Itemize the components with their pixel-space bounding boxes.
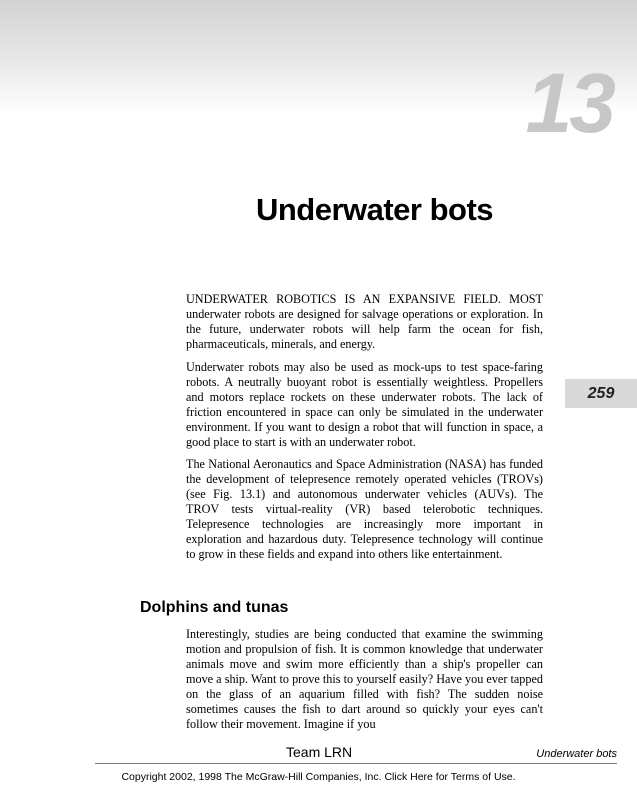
footer-divider (95, 763, 617, 764)
team-credit: Team LRN (286, 744, 353, 760)
chapter-number: 13 (525, 56, 613, 150)
body-paragraph-1: UNDERWATER ROBOTICS IS AN EXPANSIVE FIELD. MOST underwater robots are designed for salvage operations or exploration. In the future, underwater robots will help farm the ocean for fish, pharmaceuticals, minerals, and energy. (186, 292, 543, 351)
chapter-title: Underwater bots (255, 192, 494, 227)
section-paragraph: Interestingly, studies are being conducted that examine the swimming motion and propulsion of fish. It is common knowledge that underwater animals move and swim more efficiently than a ship's propeller can move a ship. Want to prove this to yourself easily? Have you ever tapped on the glass of an aquarium filled with fish? The sudden noise sometimes causes the fish to dart around so quickly your eyes can't follow their movement. Imagine if you (186, 627, 543, 731)
running-footer-title: Underwater bots (536, 748, 617, 760)
section-heading: Dolphins and tunas (140, 599, 289, 616)
copyright-link[interactable]: Copyright 2002, 1998 The McGraw-Hill Companies, Inc. Click Here for Terms of Use. (121, 771, 516, 783)
body-paragraph-3: The National Aeronautics and Space Administration (NASA) has funded the development of telepresence remotely operated vehicles (TROVs) (see Fig. 13.1) and autonomous underwater vehicles (AUVs). The TROV tests virtual-reality (VR) based telerobotic techniques. Telepresence technologies are increasingly more important in exploration and hazardous duty. Telepresence technology will continue to grow in these fields and expand into others like entertainment. (186, 457, 543, 561)
body-paragraph-2: Underwater robots may also be used as mock-ups to test space-faring robots. A neutrally buoyant robot is essentially weightless. Propellers and motors replace rockets on these underwater robots. The lack of friction encountered in space can only be simulated in the underwater environment. If you want to design a robot that will function in space, a good place to start is with an underwater robot. (186, 360, 543, 449)
page-number: 259 (587, 385, 615, 402)
